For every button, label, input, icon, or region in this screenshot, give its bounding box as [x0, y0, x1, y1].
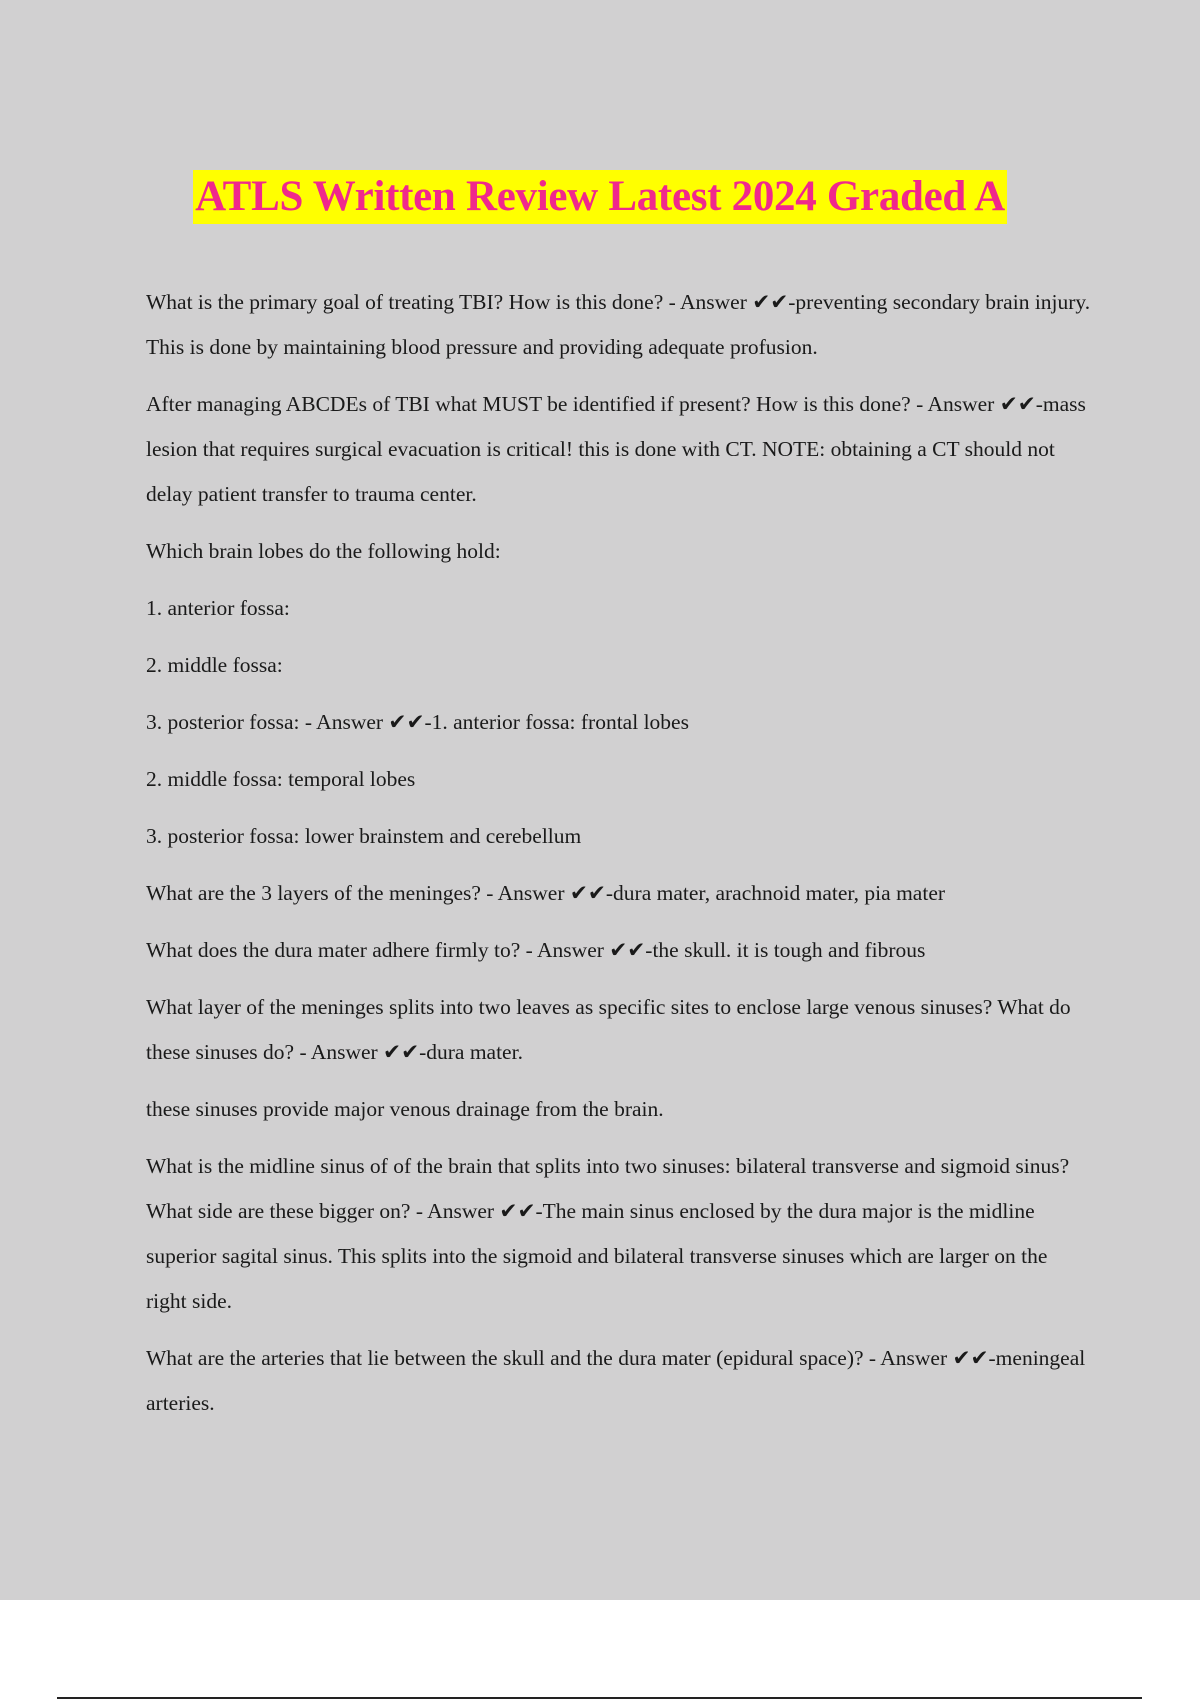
paragraph: After managing ABCDEs of TBI what MUST be identified if present? How is this done? - Answer ✔✔-mass lesion that requires surgical evacuation is critical! this is done with CT. NOTE: obtaining a CT should not delay patient transfer to trauma center.: [146, 392, 1086, 506]
paragraph: 3. posterior fossa: lower brainstem and cerebellum: [146, 824, 582, 848]
paragraph: Which brain lobes do the following hold:: [146, 539, 501, 563]
title-container: [0, 170, 1200, 224]
paragraph: 2. middle fossa:: [146, 653, 283, 677]
paragraph: What are the 3 layers of the meninges? - Answer ✔✔-dura mater, arachnoid mater, pia mater: [146, 881, 946, 905]
paragraph: What is the primary goal of treating TBI? How is this done? - Answer ✔✔-preventing secondary brain injury. This is done by maintaining blood pressure and providing adequate profusion.: [146, 290, 1091, 359]
paragraph: 2. middle fossa: temporal lobes: [146, 767, 416, 791]
footer-divider: [57, 1697, 1142, 1699]
paragraph: What is the midline sinus of of the brain that splits into two sinuses: bilateral transverse and sigmoid sinus? What side are these bigger on? - Answer ✔✔-The main sinus enclosed by the dura major is the midline superior sagital sinus. This splits into the sigmoid and bilateral transverse sinuses which are larger on the right side.: [146, 1154, 1070, 1313]
paragraph: What layer of the meninges splits into two leaves as specific sites to enclose large venous sinuses? What do these sinuses do? - Answer ✔✔-dura mater.: [146, 995, 1071, 1064]
paragraph: 3. posterior fossa: - Answer ✔✔-1. anterior fossa: frontal lobes: [146, 710, 689, 734]
paragraph: What does the dura mater adhere firmly to? - Answer ✔✔-the skull. it is tough and fibrous: [146, 938, 926, 962]
document-title: ATLS Written Review Latest 2024 Graded A: [193, 170, 1007, 224]
paragraph: What are the arteries that lie between the skull and the dura mater (epidural space)? - Answer ✔✔-meningeal arteries.: [146, 1346, 1086, 1415]
paragraph: these sinuses provide major venous drainage from the brain.: [146, 1097, 664, 1121]
document-body: [146, 280, 1091, 1438]
paragraph: 1. anterior fossa:: [146, 596, 290, 620]
